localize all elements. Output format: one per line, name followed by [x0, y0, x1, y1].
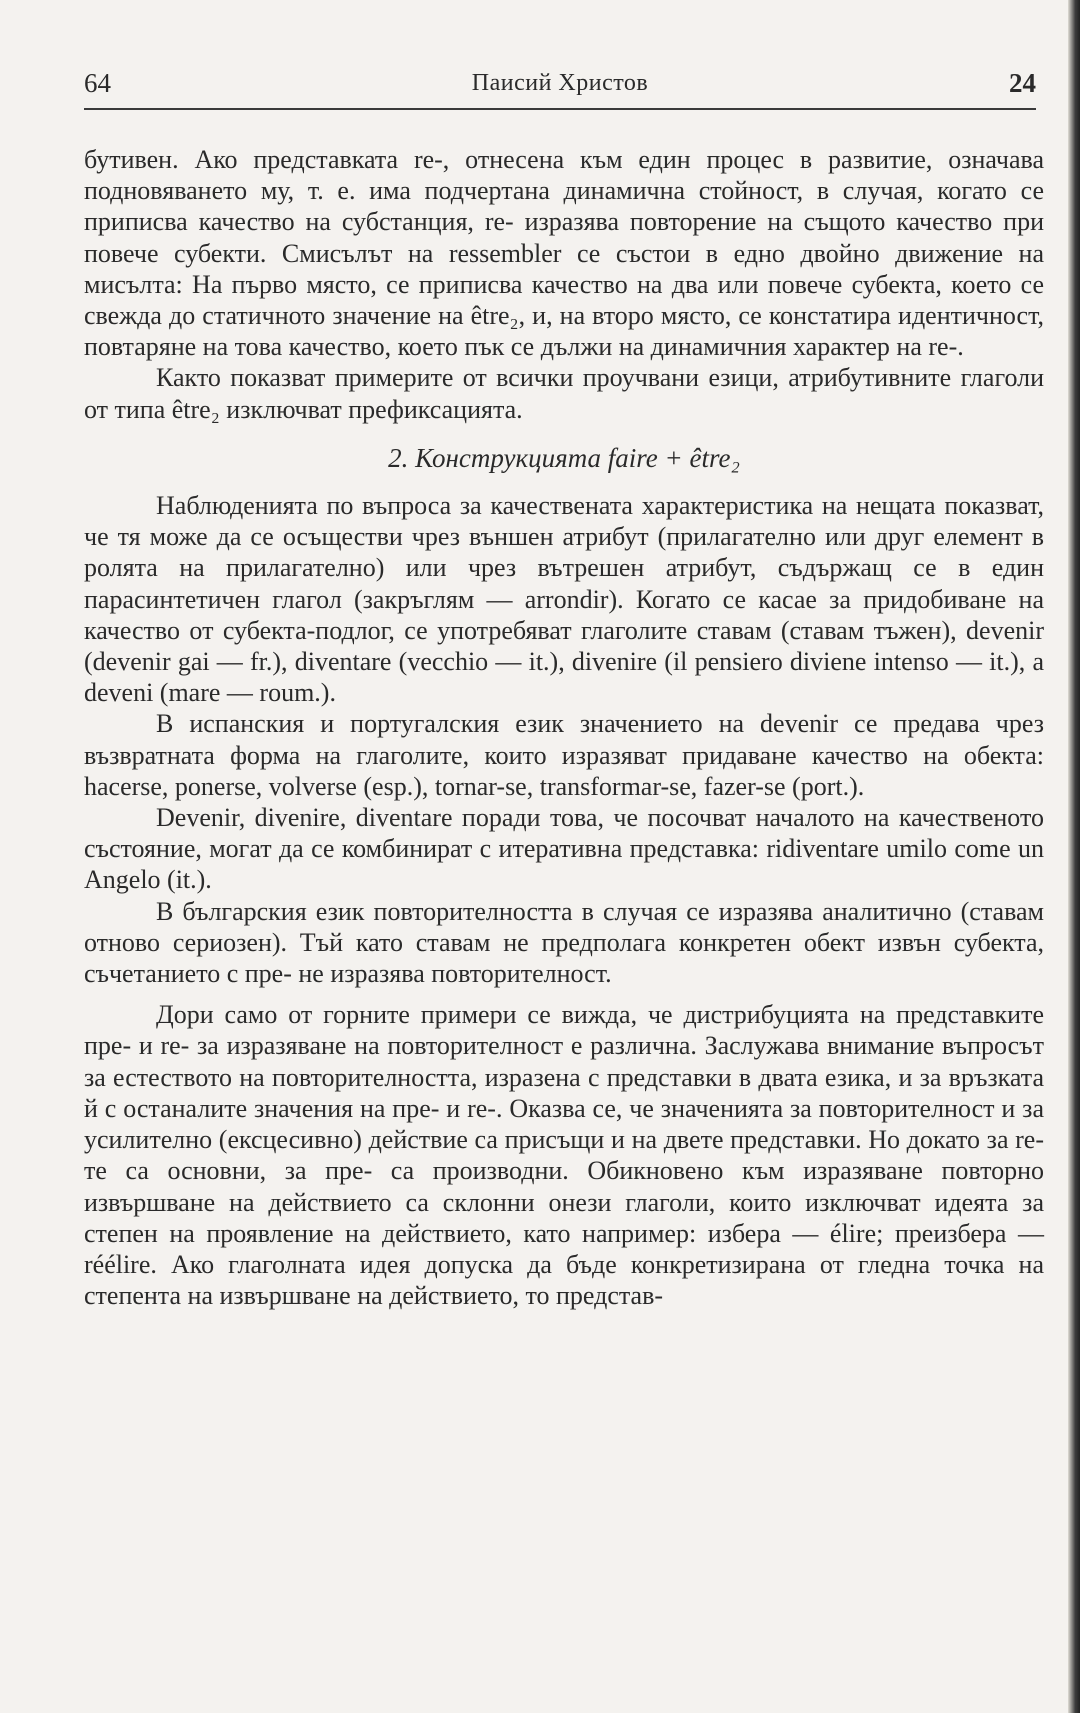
paragraph: Devenir, divenire, diventare поради това, че посочват началото на качественото състояние, могат да се комбинират с итеративна представка: ridiventare umilo come un Angelo (it.). — [84, 803, 1044, 895]
paragraph: В българския език повторителността в случая се изразява аналитично (ставам отново сериозен). Тъй като ставам не предполага конкретен обект извън субекта, съчетанието с пре- не изразява повторителност. — [84, 896, 1044, 989]
page-number: 64 — [84, 68, 111, 98]
paragraph: бутивен. Ако представката re-, отнесена към един процес в развитие, означава подновяването му, т. е. има подчертана динамична стойност, в случая, когато се приписва качество на субстанция, re- изразява повторение на същото качество при повече субекти. Смисълът на ressembler се състои в едно двойно движение на мисълта: На първо място, се приписва качество на два или повече субекта, което се свежда до статичното значение на être₂, и, на второ място, се констатира идентичност, повтаряне на това качество, което пък се дължи на динамичния характер на re-. — [84, 145, 1044, 362]
running-title: Паисий Христов — [471, 70, 649, 96]
paragraph: Дори само от горните примери се вижда, че дистрибуцията на представките пре- и re- за изразяване на повторителност е различна. Заслужава внимание въпросът за естеството на повторителността, изразена с представки в двата езика, и за връзката й с останалите значения на пре- и re-. Оказва се, че значенията за повторителност и за усилително (ексцесивно) действие са присъщи и на двете представки. Но докато за re-те са основни, за пре- са производни. Обикновено към изразяване повторно извършване на действието са склонни онези глаголи, които изключват идеята за степен на проявление на действието, като например: избера — élire; преизбера — réélire. Ако глаголната идея допуска да бъде конкретизирана от гледна точка на степента на извършване на действието, то представ- — [84, 1000, 1044, 1311]
page-edge — [1068, 0, 1080, 1713]
paragraph: Както показват примерите от всички проучвани езици, атрибутивните глаголи от типа être₂ изключват префиксацията. — [84, 363, 1044, 424]
item-number: 24 — [1009, 68, 1036, 98]
page-body — [84, 144, 1044, 1311]
header-rule — [84, 108, 1036, 110]
section-heading: 2. Конструкцията faire + être₂ — [388, 442, 740, 473]
paragraph: Наблюденията по въпроса за качествената характеристика на нещата показват, че тя може да се осъществи чрез външен атрибут (прилагателно или друг елемент в ролята на прилагателно) или чрез вътрешен атрибут, съдържащ се в един парасинтетичен глагол (закръглям — arrondir). Когато се касае за придобиване на качество от субекта-подлог, се употребяват глаголите ставам (ставам тъжен), devenir (devenir gai — fr.), diventare (vecchio — it.), divenire (il pensiero diviene intenso — it.), a deveni (mare — roum.). — [84, 491, 1044, 708]
paragraph: В испанския и португалския език значението на devenir се предава чрез възвратната форма на глаголите, които изразяват придаване качество на обекта: hacerse, ponerse, volverse (esp.), tornar-se, transformar-se, fazer-se (port.). — [84, 709, 1044, 801]
running-header — [84, 62, 1036, 102]
